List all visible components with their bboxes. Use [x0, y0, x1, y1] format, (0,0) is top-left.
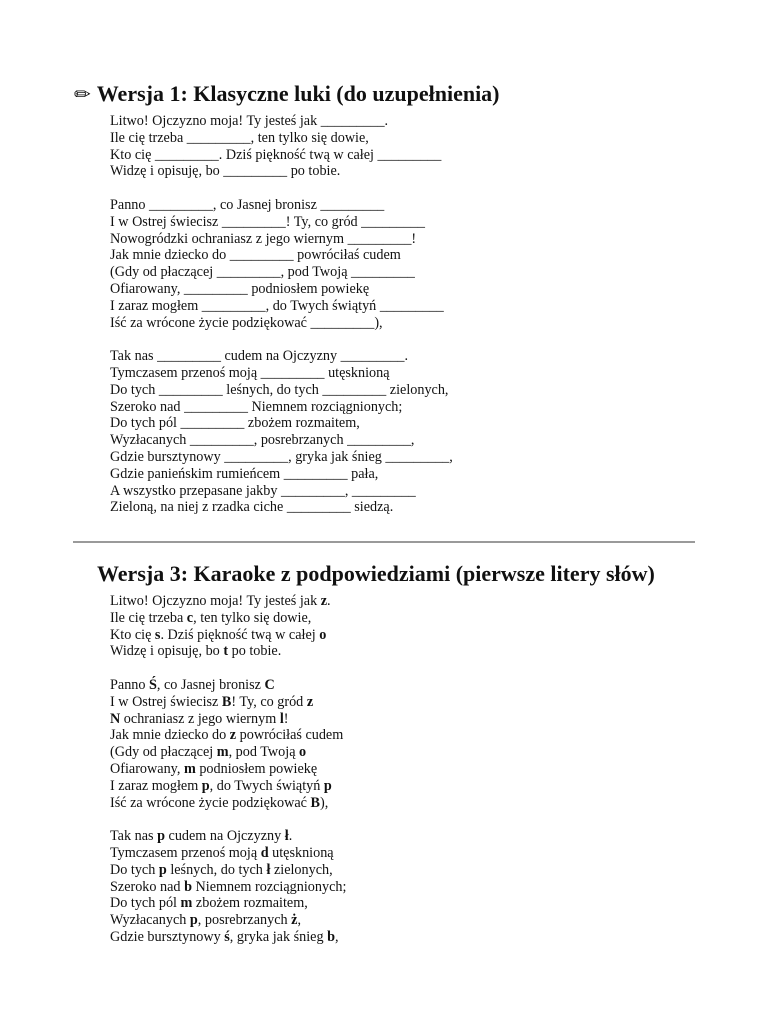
first-letter-hint: m	[180, 895, 193, 912]
poem-line: Szeroko nad _________ Niemnem rozciągnionych;	[110, 398, 403, 415]
poem-line: Widzę i opisuję, bo _________ po tobie.	[110, 163, 341, 180]
stanza	[110, 113, 453, 180]
poem-line: Iść za wrócone życie podziękować _________),	[110, 314, 383, 331]
poem-line: Do tych pól _________ zbożem rozmaitem,	[110, 415, 360, 432]
poem-line: Ile cię trzeba c, ten tylko się dowie,	[110, 609, 312, 626]
poem-line: Do tych _________ leśnych, do tych _________ zielonych,	[110, 381, 449, 398]
first-letter-hint: ś	[224, 928, 230, 945]
first-letter-hint: m	[183, 760, 196, 777]
first-letter-hint: c	[186, 609, 194, 626]
poem-line: I zaraz mogłem _________, do Twych świątyń _________	[110, 297, 444, 314]
first-letter-hint: C	[264, 676, 275, 693]
first-letter-hint: b	[327, 928, 336, 945]
stanza	[110, 593, 346, 660]
pencil-icon: ✏	[74, 82, 91, 106]
first-letter-hint: Ś	[149, 676, 157, 693]
version1-poem	[110, 113, 453, 516]
first-letter-hint: l	[279, 710, 284, 727]
version3-heading	[97, 561, 655, 587]
first-letter-hint: m	[216, 744, 229, 761]
first-letter-hint: o	[319, 626, 327, 643]
poem-line: Gdzie bursztynowy ś, gryka jak śnieg b,	[110, 928, 339, 945]
first-letter-hint: p	[201, 777, 210, 794]
poem-line: I w Ostrej świecisz _________! Ty, co gród _________	[110, 213, 426, 230]
poem-line: A wszystko przepasane jakby _________, _________	[110, 482, 416, 499]
poem-line: Gdzie bursztynowy _________, gryka jak śnieg _________,	[110, 448, 453, 465]
version1-title: Wersja 1: Klasyczne luki (do uzupełnienia)	[96, 81, 500, 106]
first-letter-hint: s	[154, 626, 161, 643]
first-letter-hint: b	[184, 878, 192, 895]
poem-line: (Gdy od płaczącej _________, pod Twoją _________	[110, 264, 415, 281]
poem-line: (Gdy od płaczącej m, pod Twoją o	[110, 744, 307, 761]
poem-line: Ofiarowany, m podniosłem powiekę	[110, 760, 318, 777]
poem-line: Kto cię s. Dziś piękność twą w całej o	[110, 626, 327, 643]
version3-poem	[110, 593, 346, 946]
first-letter-hint: p	[158, 861, 167, 878]
poem-line: Iść za wrócone życie podziękować B),	[110, 794, 329, 811]
first-letter-hint: ż	[291, 912, 298, 929]
stanza	[110, 348, 453, 516]
first-letter-hint: ł	[284, 828, 289, 845]
poem-line: N ochraniasz z jego wiernym l!	[110, 710, 289, 727]
stanza	[110, 828, 346, 946]
first-letter-hint: B	[310, 794, 320, 811]
stanza	[110, 197, 453, 331]
poem-line: Tymczasem przenoś moją d utęsknioną	[110, 844, 334, 861]
section-divider	[73, 541, 695, 543]
poem-line: Kto cię _________. Dziś piękność twą w całej _________	[110, 146, 442, 163]
poem-line: Wyzłacanych p, posrebrzanych ż,	[110, 912, 302, 929]
first-letter-hint: d	[260, 844, 269, 861]
poem-line: Zieloną, na niej z rzadka ciche _________ siedzą.	[110, 499, 394, 516]
poem-line: I w Ostrej świecisz B! Ty, co gród z	[110, 693, 314, 710]
version3-title: Wersja 3: Karaoke z podpowiedziami (pierwsze litery słów)	[97, 561, 655, 586]
poem-line: Tymczasem przenoś moją _________ utęsknioną	[110, 364, 390, 381]
first-letter-hint: z	[229, 727, 237, 744]
first-letter-hint: p	[323, 777, 332, 794]
first-letter-hint: B	[221, 693, 232, 710]
poem-line: Do tych pól m zbożem rozmaitem,	[110, 895, 308, 912]
poem-line: Ile cię trzeba _________, ten tylko się dowie,	[110, 129, 369, 146]
poem-line: Gdzie panieńskim rumieńcem _________ pała,	[110, 465, 379, 482]
poem-line: Tak nas p cudem na Ojczyzny ł.	[110, 828, 293, 845]
first-letter-hint: N	[110, 710, 121, 727]
poem-line: Ofiarowany, _________ podniosłem powiekę	[110, 280, 370, 297]
first-letter-hint: o	[299, 744, 307, 761]
poem-line: Widzę i opisuję, bo t po tobie.	[110, 643, 282, 660]
first-letter-hint: ł	[266, 861, 271, 878]
poem-line: Do tych p leśnych, do tych ł zielonych,	[110, 861, 333, 878]
poem-line: Litwo! Ojczyzno moja! Ty jesteś jak z.	[110, 593, 331, 609]
first-letter-hint: t	[223, 643, 229, 660]
first-letter-hint: p	[189, 912, 198, 929]
poem-line: Panno _________, co Jasnej bronisz _________	[110, 196, 385, 213]
poem-line: Nowogródzki ochraniasz z jego wiernym _________!	[110, 230, 417, 247]
first-letter-hint: z	[306, 693, 314, 710]
poem-line: Jak mnie dziecko do z powróciłaś cudem	[110, 727, 344, 744]
poem-line: Tak nas _________ cudem na Ojczyzny _________.	[110, 348, 409, 365]
poem-line: Litwo! Ojczyzno moja! Ty jesteś jak _________.	[110, 113, 389, 129]
poem-line: I zaraz mogłem p, do Twych świątyń p	[110, 777, 332, 794]
stanza	[110, 677, 346, 811]
poem-line: Panno Ś, co Jasnej bronisz C	[110, 676, 275, 693]
first-letter-hint: p	[157, 828, 165, 845]
version1-heading	[74, 81, 500, 107]
first-letter-hint: z	[320, 593, 328, 609]
poem-line: Wyzłacanych _________, posrebrzanych _________,	[110, 432, 415, 449]
poem-line: Szeroko nad b Niemnem rozciągnionych;	[110, 878, 347, 895]
poem-line: Jak mnie dziecko do _________ powróciłaś cudem	[110, 247, 401, 264]
